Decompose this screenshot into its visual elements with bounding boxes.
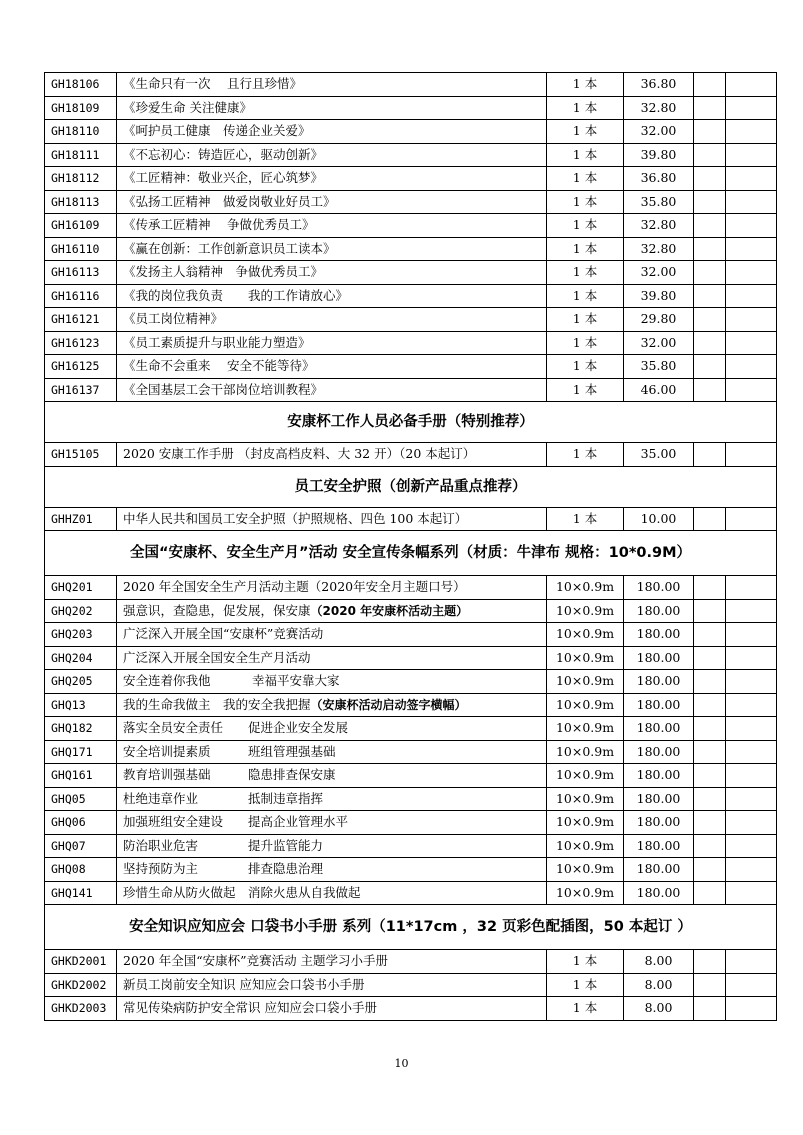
empty-cell	[694, 443, 726, 467]
item-title: 《不忘初心：铸造匠心，驱动创新》	[117, 143, 547, 167]
item-quantity: 10×0.9m	[547, 717, 624, 741]
table-row	[45, 950, 777, 974]
table-row	[45, 973, 777, 997]
item-code: GHKD2002	[45, 973, 117, 997]
empty-cell	[726, 190, 777, 214]
empty-cell	[726, 717, 777, 741]
item-title	[117, 858, 547, 882]
item-quantity: 1 本	[547, 973, 624, 997]
empty-cell	[694, 96, 726, 120]
table-row	[45, 237, 777, 261]
item-title	[117, 764, 547, 788]
empty-cell	[726, 858, 777, 882]
section-heading-row	[45, 402, 777, 443]
empty-cell	[726, 764, 777, 788]
item-price: 180.00	[624, 764, 694, 788]
empty-cell	[694, 576, 726, 600]
empty-cell	[726, 214, 777, 238]
item-code: GHHZ01	[45, 507, 117, 531]
item-quantity: 1 本	[547, 120, 624, 144]
table-row	[45, 355, 777, 379]
empty-cell	[726, 96, 777, 120]
empty-cell	[726, 237, 777, 261]
item-title: 《传承工匠精神 争做优秀员工》	[117, 214, 547, 238]
item-code: GH18112	[45, 167, 117, 191]
item-price: 180.00	[624, 576, 694, 600]
empty-cell	[694, 73, 726, 97]
empty-cell	[694, 167, 726, 191]
item-quantity: 10×0.9m	[547, 764, 624, 788]
table-row	[45, 787, 777, 811]
empty-cell	[726, 997, 777, 1021]
item-code: GH16116	[45, 284, 117, 308]
page-number: 10	[394, 1057, 409, 1070]
item-price: 29.80	[624, 308, 694, 332]
item-code: GHQ205	[45, 670, 117, 694]
item-title	[117, 623, 547, 647]
item-quantity: 1 本	[547, 331, 624, 355]
item-quantity: 10×0.9m	[547, 881, 624, 905]
empty-cell	[694, 214, 726, 238]
section-heading-row	[45, 466, 777, 507]
item-title-text: 杜绝违章作业 抵制违章指挥	[123, 790, 324, 806]
table-row	[45, 764, 777, 788]
empty-cell	[726, 811, 777, 835]
item-quantity: 1 本	[547, 284, 624, 308]
empty-cell	[726, 693, 777, 717]
item-quantity: 1 本	[547, 443, 624, 467]
item-price: 35.00	[624, 443, 694, 467]
empty-cell	[694, 811, 726, 835]
item-price: 8.00	[624, 950, 694, 974]
empty-cell	[694, 237, 726, 261]
empty-cell	[694, 623, 726, 647]
item-code: GH16121	[45, 308, 117, 332]
item-quantity: 10×0.9m	[547, 834, 624, 858]
item-code: GHQ141	[45, 881, 117, 905]
item-title-text: 加强班组安全建设 提高企业管理水平	[123, 814, 349, 829]
item-price: 180.00	[624, 646, 694, 670]
table-row	[45, 261, 777, 285]
item-code: GH18106	[45, 73, 117, 97]
item-code: GHQ202	[45, 599, 117, 623]
empty-cell	[726, 443, 777, 467]
item-title	[117, 834, 547, 858]
item-title	[117, 811, 547, 835]
section-heading-row	[45, 905, 777, 950]
empty-cell	[726, 507, 777, 531]
item-title: 《我的岗位我负责 我的工作请放心》	[117, 284, 547, 308]
empty-cell	[726, 378, 777, 402]
item-quantity: 1 本	[547, 997, 624, 1021]
item-code: GHKD2003	[45, 997, 117, 1021]
item-title: 新员工岗前安全知识 应知应会口袋书小手册	[117, 973, 547, 997]
item-quantity: 1 本	[547, 378, 624, 402]
empty-cell	[726, 355, 777, 379]
item-code: GH18113	[45, 190, 117, 214]
empty-cell	[694, 973, 726, 997]
item-price: 35.80	[624, 355, 694, 379]
empty-cell	[726, 950, 777, 974]
empty-cell	[694, 787, 726, 811]
item-title-text: 2020 年全国安全生产月活动主题（2020年安全月主题口号）	[123, 579, 466, 594]
item-code: GHQ182	[45, 717, 117, 741]
table-row	[45, 858, 777, 882]
item-quantity: 1 本	[547, 214, 624, 238]
empty-cell	[694, 599, 726, 623]
item-price: 39.80	[624, 284, 694, 308]
table-row	[45, 623, 777, 647]
item-quantity: 1 本	[547, 73, 624, 97]
item-price: 8.00	[624, 997, 694, 1021]
item-title-text: 落实全员安全责任 促进企业安全发展	[123, 720, 349, 735]
item-quantity: 1 本	[547, 167, 624, 191]
item-quantity: 1 本	[547, 355, 624, 379]
item-title-text: 教育培训强基础 隐患排查保安康	[123, 767, 336, 782]
item-title: 《发扬主人翁精神 争做优秀员工》	[117, 261, 547, 285]
empty-cell	[694, 646, 726, 670]
empty-cell	[726, 261, 777, 285]
table-row	[45, 811, 777, 835]
item-title: 《生命不会重来 安全不能等待》	[117, 355, 547, 379]
item-title	[117, 717, 547, 741]
table-row	[45, 308, 777, 332]
item-price: 180.00	[624, 858, 694, 882]
item-code: GHQ201	[45, 576, 117, 600]
item-code: GH16137	[45, 378, 117, 402]
empty-cell	[694, 764, 726, 788]
item-code: GH16113	[45, 261, 117, 285]
table-row	[45, 143, 777, 167]
empty-cell	[694, 261, 726, 285]
item-title: 2020 安康工作手册 （封皮高档皮料、大 32 开）（20 本起订）	[117, 443, 547, 467]
item-code: GHQ203	[45, 623, 117, 647]
item-quantity: 10×0.9m	[547, 740, 624, 764]
item-title-text: 广泛深入开展全国“安康杯”竞赛活动	[123, 626, 324, 641]
item-price: 180.00	[624, 787, 694, 811]
item-title	[117, 599, 547, 623]
item-code: GH16109	[45, 214, 117, 238]
item-price: 32.80	[624, 214, 694, 238]
empty-cell	[694, 834, 726, 858]
empty-cell	[726, 973, 777, 997]
table-row	[45, 443, 777, 467]
item-code: GHQ05	[45, 787, 117, 811]
item-code: GH16123	[45, 331, 117, 355]
item-code: GH18110	[45, 120, 117, 144]
item-code: GH18109	[45, 96, 117, 120]
item-quantity: 10×0.9m	[547, 811, 624, 835]
item-price: 180.00	[624, 670, 694, 694]
empty-cell	[694, 331, 726, 355]
item-code: GH16125	[45, 355, 117, 379]
item-quantity: 1 本	[547, 143, 624, 167]
item-title-text: 强意识，查隐患，促发展，保安康	[123, 602, 311, 618]
item-quantity: 1 本	[547, 507, 624, 531]
item-quantity: 10×0.9m	[547, 623, 624, 647]
section-heading: 安康杯工作人员必备手册（特别推荐）	[45, 402, 777, 443]
item-price: 8.00	[624, 973, 694, 997]
item-code: GHQ204	[45, 646, 117, 670]
table-row	[45, 120, 777, 144]
item-title: 《弘扬工匠精神 做爱岗敬业好员工》	[117, 190, 547, 214]
item-quantity: 1 本	[547, 950, 624, 974]
item-price: 10.00	[624, 507, 694, 531]
item-price: 32.00	[624, 331, 694, 355]
empty-cell	[726, 670, 777, 694]
item-title	[117, 646, 547, 670]
catalog-table	[44, 72, 777, 1021]
item-title	[117, 740, 547, 764]
item-title-text: 坚持预防为主 排查隐患治理	[123, 861, 324, 876]
item-quantity: 10×0.9m	[547, 576, 624, 600]
item-title	[117, 693, 547, 717]
item-code: GH16110	[45, 237, 117, 261]
item-title: 《全国基层工会干部岗位培训教程》	[117, 378, 547, 402]
item-price: 32.80	[624, 237, 694, 261]
item-title-text: 珍惜生命从防火做起 消除火患从自我做起	[123, 884, 361, 900]
item-price: 35.80	[624, 190, 694, 214]
item-code: GHQ161	[45, 764, 117, 788]
item-title	[117, 670, 547, 694]
item-title	[117, 787, 547, 811]
empty-cell	[726, 143, 777, 167]
empty-cell	[726, 623, 777, 647]
item-title-text: 防治职业危害 提升监管能力	[123, 837, 324, 853]
item-code: GH15105	[45, 443, 117, 467]
section-heading: 全国“安康杯、安全生产月”活动 安全宣传条幅系列（材质：牛津布 规格：10*0.9M）	[45, 531, 777, 576]
table-row	[45, 190, 777, 214]
table-row	[45, 834, 777, 858]
item-code: GH18111	[45, 143, 117, 167]
table-row	[45, 740, 777, 764]
empty-cell	[726, 308, 777, 332]
table-row	[45, 73, 777, 97]
empty-cell	[726, 646, 777, 670]
empty-cell	[694, 190, 726, 214]
item-title: 中华人民共和国员工安全护照（护照规格、四色 100 本起订）	[117, 507, 547, 531]
empty-cell	[694, 670, 726, 694]
item-quantity: 1 本	[547, 308, 624, 332]
item-code: GHQ07	[45, 834, 117, 858]
item-title: 常见传染病防护安全常识 应知应会口袋小手册	[117, 997, 547, 1021]
table-row	[45, 599, 777, 623]
item-title	[117, 576, 547, 600]
item-quantity: 10×0.9m	[547, 787, 624, 811]
item-price: 180.00	[624, 717, 694, 741]
empty-cell	[694, 740, 726, 764]
item-title: 《呵护员工健康 传递企业关爱》	[117, 120, 547, 144]
item-price: 46.00	[624, 378, 694, 402]
item-price: 180.00	[624, 599, 694, 623]
item-quantity: 1 本	[547, 96, 624, 120]
item-note: （2020 年安康杯活动主题）	[310, 603, 469, 618]
empty-cell	[694, 717, 726, 741]
item-code: GHQ13	[45, 693, 117, 717]
item-price: 180.00	[624, 811, 694, 835]
empty-cell	[694, 997, 726, 1021]
item-price: 36.80	[624, 167, 694, 191]
empty-cell	[726, 740, 777, 764]
item-title-text: 安全连着你我他 幸福平安靠大家	[123, 673, 340, 688]
table-row	[45, 717, 777, 741]
item-price: 180.00	[624, 740, 694, 764]
item-title: 2020 年全国“安康杯”竞赛活动 主题学习小手册	[117, 950, 547, 974]
item-quantity: 1 本	[547, 237, 624, 261]
table-row	[45, 997, 777, 1021]
empty-cell	[726, 576, 777, 600]
section-heading: 员工安全护照（创新产品重点推荐）	[45, 466, 777, 507]
empty-cell	[726, 599, 777, 623]
item-price: 39.80	[624, 143, 694, 167]
item-title: 《员工岗位精神》	[117, 308, 547, 332]
item-title-text: 我的生命我做主 我的安全我把握	[123, 696, 311, 712]
empty-cell	[726, 331, 777, 355]
item-price: 180.00	[624, 834, 694, 858]
table-row	[45, 881, 777, 905]
item-quantity: 10×0.9m	[547, 858, 624, 882]
item-code: GHKD2001	[45, 950, 117, 974]
table-row	[45, 284, 777, 308]
empty-cell	[726, 834, 777, 858]
item-title: 《珍爱生命 关注健康》	[117, 96, 547, 120]
item-price: 180.00	[624, 693, 694, 717]
item-price: 180.00	[624, 881, 694, 905]
item-quantity: 10×0.9m	[547, 693, 624, 717]
empty-cell	[694, 693, 726, 717]
section-heading-row	[45, 531, 777, 576]
item-title-text: 安全培训提素质 班组管理强基础	[123, 743, 336, 759]
empty-cell	[726, 284, 777, 308]
item-title: 《生命只有一次 且行且珍惜》	[117, 73, 547, 97]
item-price: 32.00	[624, 120, 694, 144]
item-title: 《赢在创新：工作创新意识员工读本》	[117, 237, 547, 261]
empty-cell	[694, 378, 726, 402]
item-price: 180.00	[624, 623, 694, 647]
item-code: GHQ171	[45, 740, 117, 764]
empty-cell	[726, 881, 777, 905]
table-row	[45, 331, 777, 355]
item-code: GHQ08	[45, 858, 117, 882]
empty-cell	[726, 167, 777, 191]
item-title: 《员工素质提升与职业能力塑造》	[117, 331, 547, 355]
item-quantity: 10×0.9m	[547, 670, 624, 694]
empty-cell	[694, 355, 726, 379]
item-quantity: 1 本	[547, 261, 624, 285]
table-row	[45, 646, 777, 670]
empty-cell	[694, 881, 726, 905]
empty-cell	[726, 73, 777, 97]
empty-cell	[726, 120, 777, 144]
item-quantity: 10×0.9m	[547, 646, 624, 670]
item-note: （安康杯活动启动签字横幅）	[310, 697, 467, 712]
item-title	[117, 881, 547, 905]
empty-cell	[694, 507, 726, 531]
empty-cell	[694, 858, 726, 882]
table-row	[45, 214, 777, 238]
item-price: 32.00	[624, 261, 694, 285]
item-price: 32.80	[624, 96, 694, 120]
item-price: 36.80	[624, 73, 694, 97]
empty-cell	[694, 284, 726, 308]
table-row	[45, 576, 777, 600]
empty-cell	[694, 120, 726, 144]
item-title: 《工匠精神：敬业兴企，匠心筑梦》	[117, 167, 547, 191]
empty-cell	[726, 787, 777, 811]
item-quantity: 10×0.9m	[547, 599, 624, 623]
empty-cell	[694, 143, 726, 167]
item-title-text: 广泛深入开展全国安全生产月活动	[123, 649, 311, 665]
empty-cell	[694, 308, 726, 332]
item-code: GHQ06	[45, 811, 117, 835]
item-quantity: 1 本	[547, 190, 624, 214]
table-row	[45, 96, 777, 120]
table-row	[45, 670, 777, 694]
table-row	[45, 378, 777, 402]
section-heading: 安全知识应知应会 口袋书小手册 系列（11*17cm ，32 页彩色配插图，50 本起订 ）	[45, 905, 777, 950]
table-row	[45, 507, 777, 531]
table-row	[45, 693, 777, 717]
empty-cell	[694, 950, 726, 974]
table-row	[45, 167, 777, 191]
